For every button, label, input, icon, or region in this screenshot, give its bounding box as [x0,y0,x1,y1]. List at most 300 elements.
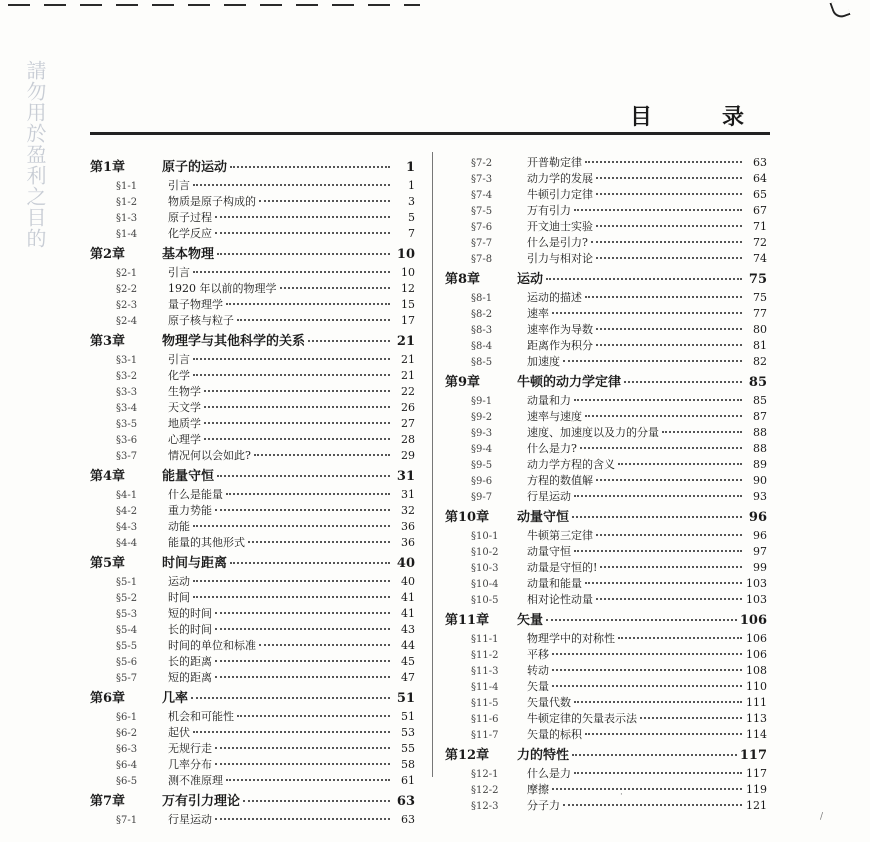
toc-section-entry [90,757,415,773]
dot-leader [215,660,390,662]
toc-section-entry [445,489,767,505]
entry-page: 96 [753,529,767,542]
dot-leader [574,550,742,552]
entry-title: 测不准原理 [168,774,223,787]
entry-number: §7-1 [116,815,138,826]
dot-leader [596,225,742,227]
entry-page: 55 [401,742,415,755]
entry-title: 行星运动 [168,813,212,826]
entry-number: §8-2 [471,309,493,320]
toc-section-entry [445,560,767,576]
entry-number: §10-4 [471,579,499,590]
dot-leader [596,177,742,179]
entry-number: §10-3 [471,563,499,574]
entry-title: 物理学与其他科学的关系 [162,334,306,349]
entry-page: 121 [746,799,767,812]
entry-title: 引言 [168,266,190,279]
dot-leader [585,161,742,163]
toc-section-entry [90,210,415,226]
entry-page: 32 [401,504,415,517]
toc-section-entry [445,171,767,187]
toc-section-entry [90,725,415,741]
entry-title: 动量是守恒的! [527,561,598,574]
entry-page: 41 [401,607,415,620]
entry-title: 开普勒定律 [527,156,582,169]
entry-title: 短的时间 [168,607,212,620]
entry-title: 时间 [168,591,190,604]
toc-section-entry [90,281,415,297]
entry-page: 96 [748,510,767,525]
entry-page: 51 [396,691,415,706]
dot-leader [230,562,390,564]
toc-chapter-entry [445,745,767,766]
toc-section-entry [445,528,767,544]
toc-section-entry [445,290,767,306]
toc-section-entry [445,441,767,457]
entry-title: 原子的运动 [162,160,228,175]
entry-title: 行星运动 [527,490,571,503]
dot-leader [204,390,390,392]
entry-number: 第6章 [90,691,126,706]
entry-page: 106 [739,613,767,628]
entry-title: 几率 [162,691,189,706]
entry-title: 摩擦 [527,783,549,796]
entry-title: 心理学 [168,433,201,446]
entry-title: 几率分布 [168,758,212,771]
entry-number: §2-1 [116,268,138,279]
entry-number: §7-8 [471,254,493,265]
entry-number: §7-5 [471,206,493,217]
entry-title: 天文学 [168,401,201,414]
dot-leader [237,319,390,321]
entry-number: §2-3 [116,300,138,311]
entry-title: 方程的数值解 [527,474,593,487]
entry-number: §8-3 [471,325,493,336]
dot-leader [585,415,742,417]
entry-number: §7-6 [471,222,493,233]
entry-page: 114 [746,728,767,741]
dot-leader [215,612,390,614]
dot-leader [596,534,742,536]
entry-title: 牛顿引力定律 [527,188,593,201]
dot-leader [215,509,390,511]
toc-chapter-entry [90,791,415,812]
entry-title: 时间的单位和标准 [168,639,256,652]
entry-page: 58 [401,758,415,771]
entry-page: 47 [401,671,415,684]
entry-title: 平移 [527,648,549,661]
toc-section-entry [90,622,415,638]
toc-section-entry [90,352,415,368]
entry-page: 53 [401,726,415,739]
entry-title: 牛顿定律的矢量表示法 [527,712,637,725]
dot-leader [215,216,390,218]
entry-page: 117 [739,748,767,763]
scan-speck: · [620,790,623,800]
dot-leader [640,717,742,719]
entry-title: 速率作为导数 [527,323,593,336]
entry-number: §2-4 [116,316,138,327]
toc-section-entry [90,741,415,757]
dot-leader [585,296,742,298]
entry-page: 63 [396,794,415,809]
dot-leader [215,747,390,749]
entry-number: §11-6 [471,714,499,725]
dot-leader [574,772,742,774]
entry-number: §5-4 [116,625,138,636]
entry-number: 第9章 [445,375,481,390]
entry-title: 运动的描述 [527,291,582,304]
dot-leader [596,257,742,259]
dot-leader [215,628,390,630]
dot-leader [624,381,742,383]
entry-page: 10 [396,247,415,262]
entry-title: 动能 [168,520,190,533]
dot-leader [204,406,390,408]
entry-title: 运动 [517,272,544,287]
toc-section-entry [90,638,415,654]
entry-title: 动量守恒 [527,545,571,558]
toc-section-entry [90,313,415,329]
entry-number: §11-3 [471,666,499,677]
dot-leader [193,580,390,582]
entry-page: 88 [753,426,767,439]
dot-leader [572,754,737,756]
toc-section-entry [90,654,415,670]
toc-section-entry [90,194,415,210]
toc-section-entry [90,773,415,789]
toc-chapter-entry [90,553,415,574]
entry-page: 80 [753,323,767,336]
dot-leader [596,598,742,600]
entry-page: 88 [753,442,767,455]
entry-number: §9-3 [471,428,493,439]
entry-page: 75 [748,272,767,287]
entry-page: 27 [401,417,415,430]
entry-page: 71 [753,220,767,233]
entry-page: 41 [401,591,415,604]
entry-page: 99 [753,561,767,574]
entry-number: 第2章 [90,247,126,262]
entry-title: 时间与距离 [162,556,228,571]
dot-leader [193,374,390,376]
entry-page: 64 [753,172,767,185]
entry-number: §4-3 [116,522,138,533]
dot-leader [308,340,390,342]
entry-page: 103 [746,593,767,606]
toc-section-entry [445,766,767,782]
entry-title: 矢量代数 [527,696,571,709]
entry-title: 牛顿第三定律 [527,529,593,542]
entry-page: 7 [408,227,415,240]
entry-title: 动量和力 [527,394,571,407]
entry-title: 能量的其他形式 [168,536,245,549]
dot-leader [217,253,390,255]
entry-title: 物质是原子构成的 [168,195,256,208]
toc-section-entry [90,590,415,606]
entry-page: 40 [401,575,415,588]
entry-number: §10-5 [471,595,499,606]
toc-section-entry [90,503,415,519]
entry-page: 36 [401,536,415,549]
entry-title: 基本物理 [162,247,215,262]
entry-title: 引力与相对论 [527,252,593,265]
toc-section-entry [90,226,415,242]
entry-title: 起伏 [168,726,190,739]
title-rule [90,132,770,135]
entry-page: 106 [746,632,767,645]
toc-section-entry [445,631,767,647]
dot-leader [596,193,742,195]
entry-page: 97 [753,545,767,558]
entry-number: §1-3 [116,213,138,224]
entry-number: §5-7 [116,673,138,684]
entry-title: 重力势能 [168,504,212,517]
toc-section-entry [90,178,415,194]
toc-chapter-entry [90,157,415,178]
toc-section-entry [445,251,767,267]
toc-section-entry [90,297,415,313]
entry-number: §5-3 [116,609,138,620]
toc-section-entry [445,187,767,203]
entry-number: §8-5 [471,357,493,368]
entry-page: 117 [746,767,767,780]
dot-leader [259,644,390,646]
entry-number: §3-6 [116,435,138,446]
toc-section-entry [90,448,415,464]
entry-page: 61 [401,774,415,787]
entry-page: 3 [408,195,415,208]
entry-page: 75 [753,291,767,304]
dot-leader [259,200,390,202]
entry-number: §12-3 [471,801,499,812]
dot-leader [215,676,390,678]
entry-page: 63 [753,156,767,169]
entry-page: 85 [753,394,767,407]
entry-number: 第1章 [90,160,126,175]
dot-leader [572,516,742,518]
toc-section-entry [90,368,415,384]
toc-section-entry [445,425,767,441]
entry-number: §9-2 [471,412,493,423]
toc-section-entry [445,473,767,489]
entry-number: §4-1 [116,490,138,501]
dot-leader [237,715,390,717]
entry-title: 化学 [168,369,190,382]
toc-section-entry [445,798,767,814]
entry-number: §7-7 [471,238,493,249]
entry-page: 67 [753,204,767,217]
entry-page: 12 [401,282,415,295]
dot-leader [596,479,742,481]
entry-title: 牛顿的动力学定律 [517,375,622,390]
entry-number: §8-4 [471,341,493,352]
toc-chapter-entry [90,688,415,709]
entry-page: 21 [401,353,415,366]
dot-leader [226,303,390,305]
toc-section-entry [90,574,415,590]
toc-section-entry [445,647,767,663]
entry-title: 物理学中的对称性 [527,632,615,645]
dot-leader [193,525,390,527]
entry-page: 21 [401,369,415,382]
entry-title: 引言 [168,179,190,192]
entry-page: 87 [753,410,767,423]
entry-number: §5-6 [116,657,138,668]
entry-number: §5-5 [116,641,138,652]
toc-section-entry [445,782,767,798]
toc-section-entry [445,235,767,251]
toc-section-entry [90,416,415,432]
entry-page: 72 [753,236,767,249]
toc-section-entry [90,265,415,281]
entry-number: §6-2 [116,728,138,739]
toc-section-entry [445,219,767,235]
toc-section-entry [90,535,415,551]
entry-number: 第4章 [90,469,126,484]
entry-page: 36 [401,520,415,533]
column-divider [432,152,433,777]
entry-page: 93 [753,490,767,503]
entry-number: §6-1 [116,712,138,723]
entry-number: §9-4 [471,444,493,455]
toc-section-entry [445,711,767,727]
entry-page: 85 [748,375,767,390]
entry-page: 28 [401,433,415,446]
entry-number: §3-2 [116,371,138,382]
toc-chapter-entry [445,610,767,631]
entry-page: 119 [746,783,767,796]
entry-number: §7-4 [471,190,493,201]
entry-title: 矢量 [527,680,549,693]
entry-page: 82 [753,355,767,368]
entry-page: 26 [401,401,415,414]
entry-title: 转动 [527,664,549,677]
dot-leader [552,788,742,790]
entry-title: 什么是引力? [527,236,588,249]
dot-leader [193,184,390,186]
entry-number: §1-2 [116,197,138,208]
toc-section-entry [445,338,767,354]
corner-scribble [829,0,850,20]
entry-number: §4-4 [116,538,138,549]
entry-page: 31 [396,469,415,484]
dot-leader [662,431,742,433]
entry-page: 31 [401,488,415,501]
dot-leader [193,358,390,360]
entry-number: §3-5 [116,419,138,430]
entry-number: 第12章 [445,748,490,763]
entry-title: 开文迪士实验 [527,220,593,233]
entry-number: 第8章 [445,272,481,287]
dot-leader [585,582,742,584]
entry-page: 44 [401,639,415,652]
entry-page: 111 [746,696,767,709]
entry-title: 长的时间 [168,623,212,636]
entry-number: 第3章 [90,334,126,349]
entry-title: 量子物理学 [168,298,223,311]
entry-title: 什么是能量 [168,488,223,501]
toc-chapter-entry [445,372,767,393]
entry-number: §10-1 [471,531,499,542]
entry-title: 情况何以会如此? [168,449,251,462]
entry-title: 分子力 [527,799,560,812]
entry-title: 运动 [168,575,190,588]
toc-section-entry [90,400,415,416]
entry-title: 化学反应 [168,227,212,240]
entry-title: 动力学方程的含义 [527,458,615,471]
dot-leader [618,637,742,639]
dot-leader [591,241,742,243]
entry-number: §5-2 [116,593,138,604]
entry-title: 速率与速度 [527,410,582,423]
entry-title: 原子核与粒子 [168,314,234,327]
toc-left-column [90,155,415,828]
entry-title: 能量守恒 [162,469,215,484]
entry-page: 5 [408,211,415,224]
toc-chapter-entry [90,244,415,265]
entry-number: §12-2 [471,785,499,796]
entry-title: 动量守恒 [517,510,570,525]
entry-title: 力的特性 [517,748,570,763]
dot-leader [191,697,390,699]
entry-title: 速度、加速度以及力的分量 [527,426,659,439]
entry-title: 原子过程 [168,211,212,224]
entry-number: 第5章 [90,556,126,571]
dot-leader [215,232,390,234]
entry-number: §11-2 [471,650,499,661]
dot-leader [596,328,742,330]
entry-page: 1 [408,179,415,192]
dot-leader [217,475,390,477]
toc-section-entry [445,203,767,219]
entry-number: §11-4 [471,682,499,693]
entry-number: §3-3 [116,387,138,398]
entry-title: 万有引力理论 [162,794,241,809]
dot-leader [552,312,742,314]
dot-leader [226,493,390,495]
entry-number: §9-6 [471,476,493,487]
entry-number: §1-1 [116,181,138,192]
toc-section-entry [445,393,767,409]
dot-leader [585,733,742,735]
entry-number: 第7章 [90,794,126,809]
toc-section-entry [90,812,415,828]
toc-right-column [445,155,767,814]
toc-section-entry [445,354,767,370]
dot-leader [193,731,390,733]
dot-leader [215,818,390,820]
entry-page: 103 [746,577,767,590]
entry-title: 长的距离 [168,655,212,668]
entry-title: 机会和可能性 [168,710,234,723]
toc-section-entry [445,306,767,322]
entry-page: 90 [753,474,767,487]
entry-page: 65 [753,188,767,201]
dot-leader [552,653,742,655]
entry-number: §3-4 [116,403,138,414]
entry-page: 15 [401,298,415,311]
entry-title: 万有引力 [527,204,571,217]
entry-title: 加速度 [527,355,560,368]
entry-title: 动量和能量 [527,577,582,590]
dot-leader [193,596,390,598]
entry-title: 什么是力? [527,442,577,455]
entry-number: §6-3 [116,744,138,755]
entry-number: §8-1 [471,293,493,304]
toc-section-entry [90,606,415,622]
toc-section-entry [445,576,767,592]
